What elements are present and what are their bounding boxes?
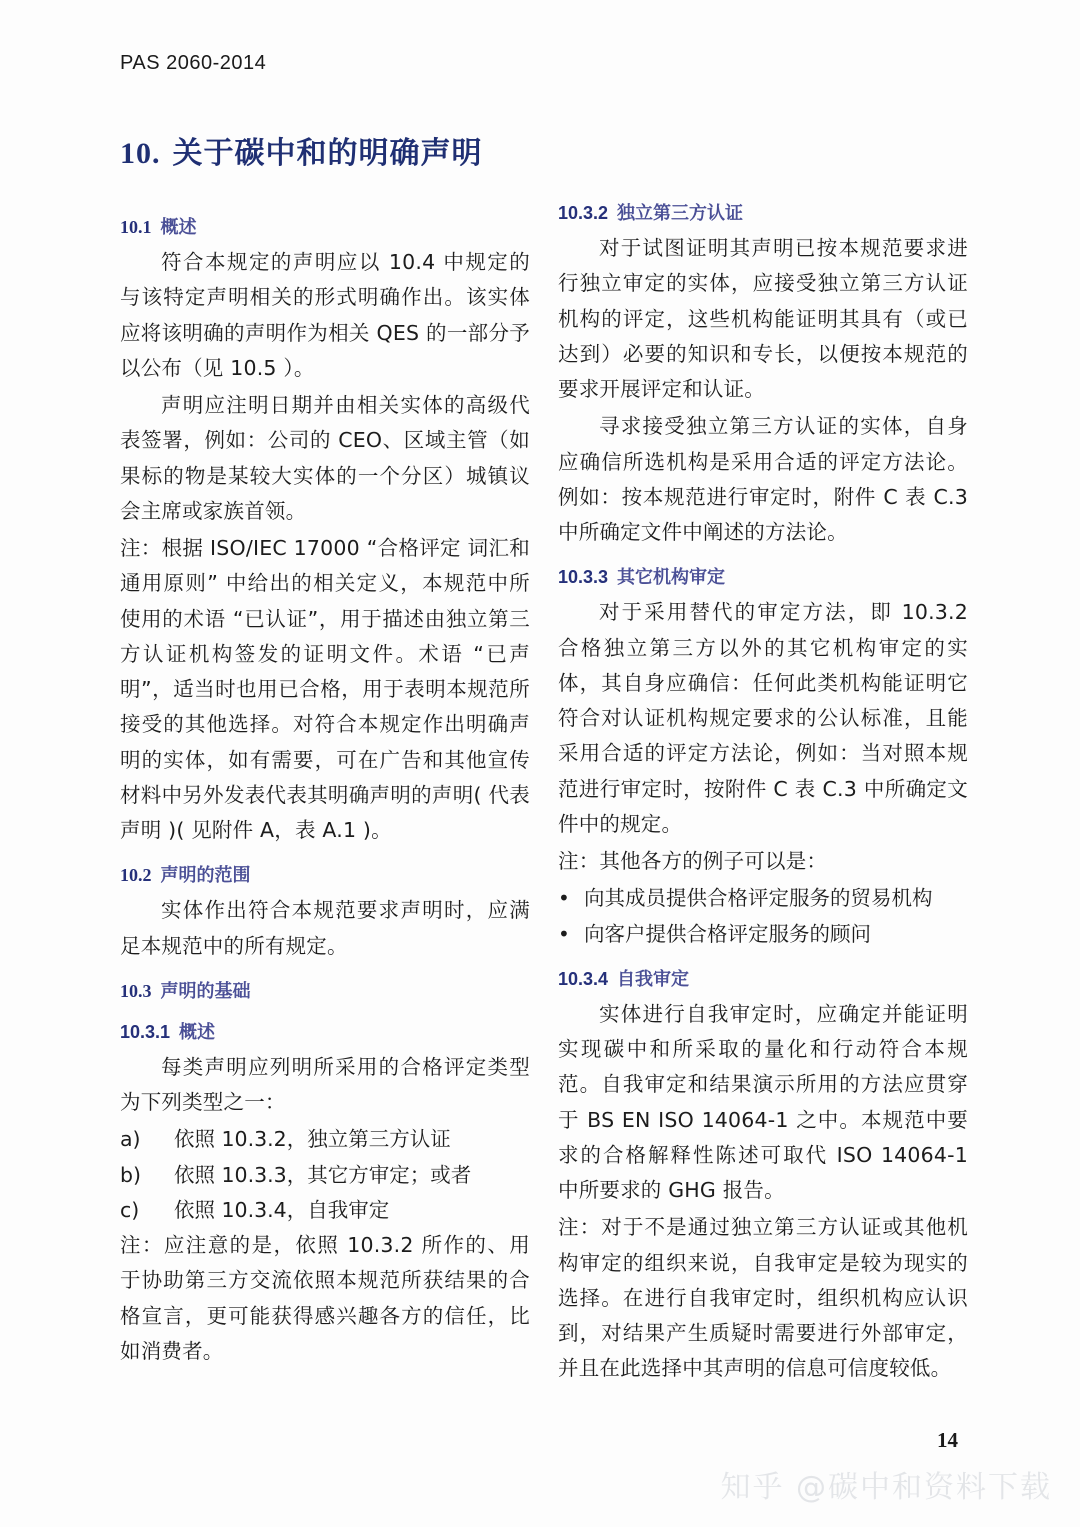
heading-text: 声明的范围 xyxy=(160,865,251,887)
paragraph: 寻求接受独立第三方认证的实体，自身应确信所选机构是采用合适的评定方法论。例如：按本规范进行审定时，附件 C 表 C.3 中所确定文件中阐述的方法论。 xyxy=(558,414,968,544)
list-item xyxy=(120,1122,530,1157)
heading-number: 10.3 xyxy=(120,980,152,1001)
left-column xyxy=(120,200,530,1371)
list-item xyxy=(558,881,968,916)
paragraph: 符合本规定的声明应以 10.4 中规定的与该特定声明相关的形式明确作出。该实体应将该明确的声明作为相关 QES 的一部分予以公布（见 10.5 ）。 xyxy=(120,250,530,380)
paragraph: 对于试图证明其声明已按本规范要求进行独立审定的实体，应接受独立第三方认证机构的评定，这些机构能证明其具有（或已达到）必要的知识和专长，以便按本规范的要求开展评定和认证。 xyxy=(558,236,968,401)
list-item xyxy=(120,1193,530,1228)
heading-text: 概述 xyxy=(179,1021,216,1043)
clause-number: 10. xyxy=(120,137,161,170)
page-number: 14 xyxy=(937,1428,958,1452)
list-item xyxy=(558,917,968,952)
heading-number: 10.3.3 xyxy=(558,567,609,588)
list-marker: a) xyxy=(120,1127,141,1152)
paragraph: 对于采用替代的审定方法，即 10.3.2 合格独立第三方以外的其它机构审定的实体，其自身应确信：任何此类机构能证明它符合对认证机构规定要求的公认标准，且能采用合适的评定方法论，例如：当对照本规范进行审定时，按附件 C 表 C.3 中所确定文件中的规定。 xyxy=(558,600,968,836)
bullet-icon: • xyxy=(558,886,570,911)
heading-number: 10.2 xyxy=(120,865,152,886)
paragraph: 声明应注明日期并由相关实体的高级代表签署，例如：公司的 CEO、区域主管（如果标的物是某较大实体的一个分区）城镇议会主席或家族首领。 xyxy=(120,393,530,523)
page-title xyxy=(120,128,483,172)
heading-number: 10.3.1 xyxy=(120,1021,171,1042)
paragraph: 实体作出符合本规范要求声明时，应满足本规范中的所有规定。 xyxy=(120,898,530,958)
clause-title-text: 关于碳中和的明确声明 xyxy=(172,136,483,171)
watermark: 知乎 @碳中和资料下载 xyxy=(720,1470,1052,1505)
heading-number: 10.3.4 xyxy=(558,968,609,989)
heading-text: 其它机构审定 xyxy=(617,567,726,589)
heading-10-3-3 xyxy=(558,564,968,591)
list-item-text: 依照 10.3.2，独立第三方认证 xyxy=(174,1127,451,1152)
list-marker: b) xyxy=(120,1162,142,1187)
heading-10-1 xyxy=(120,214,530,241)
heading-10-3-2 xyxy=(558,200,968,227)
list-item-text: 向其成员提供合格评定服务的贸易机构 xyxy=(584,886,933,911)
body-columns xyxy=(0,200,1080,1400)
note-paragraph: 注：根据 ISO/IEC 17000 “合格评定 词汇和通用原则” 中给出的相关定义，本规范中所使用的术语 “已认证”，用于描述由独立第三方认证机构签发的证明文件。术语 “已声明”，适当时也用已合格，用于表明本规范所接受的其他选择。对符合本规定作出明确声明的实体，如有需要，可在广告和其他宣传材料中另外发表代表其明确声明的声明( 代表声明 )( 见附件 A，表 A.1 )。 xyxy=(120,536,530,842)
heading-number: 10.1 xyxy=(120,217,152,237)
heading-text: 声明的基础 xyxy=(160,980,251,1002)
heading-text: 概述 xyxy=(160,217,197,238)
note-paragraph: 注：应注意的是，依照 10.3.2 所作的、用于协助第三方交流依照本规范所获结果的合格宣言，更可能获得感兴趣各方的信任，比如消费者。 xyxy=(120,1233,530,1363)
heading-text: 独立第三方认证 xyxy=(617,203,744,224)
list-item-text: 向客户提供合格评定服务的顾问 xyxy=(584,921,871,946)
paragraph: 实体进行自我审定时，应确定并能证明实现碳中和所采取的量化和行动符合本规范。自我审定和结果演示所用的方法应贯穿于 BS EN ISO 14064-1 之中。本规范中要求的合格解释性陈述可取代 ISO 14064-1 中所要求的 GHG 报告。 xyxy=(558,1001,968,1202)
heading-text: 自我审定 xyxy=(617,968,690,990)
bullet-icon: • xyxy=(558,921,570,946)
heading-10-3 xyxy=(120,978,530,1005)
list-marker: c) xyxy=(120,1197,140,1222)
running-header: PAS 2060-2014 xyxy=(120,52,267,74)
note-paragraph: 注：其他各方的例子可以是： xyxy=(558,849,828,873)
right-column xyxy=(558,200,968,1389)
paragraph: 每类声明应列明所采用的合格评定类型为下列类型之一： xyxy=(120,1054,530,1114)
list-item xyxy=(120,1158,530,1193)
list-item-text: 依照 10.3.4，自我审定 xyxy=(174,1197,390,1222)
note-paragraph: 注：对于不是通过独立第三方认证或其他机构审定的组织来说，自我审定是较为现实的选择。在进行自我审定时，组织机构应认识到，对结果产生质疑时需要进行外部审定，并且在此选择中其声明的信息可信度较低。 xyxy=(558,1215,968,1381)
heading-number: 10.3.2 xyxy=(558,203,609,223)
heading-10-2 xyxy=(120,862,530,889)
heading-10-3-1 xyxy=(120,1019,530,1046)
heading-10-3-4 xyxy=(558,966,968,993)
list-item-text: 依照 10.3.3，其它方审定；或者 xyxy=(174,1162,472,1187)
